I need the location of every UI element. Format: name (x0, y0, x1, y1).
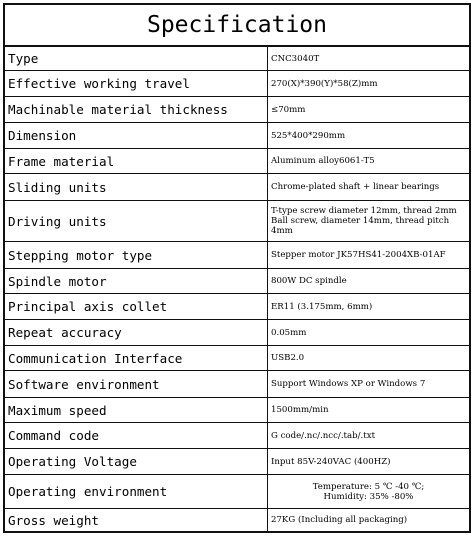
row-label: Driving units (5, 201, 268, 241)
row-value: ≤70mm (271, 104, 306, 115)
row-value: 800W DC spindle (271, 276, 347, 286)
row-value: 525*400*290mm (271, 130, 346, 141)
row-value: Stepper motor JK57HS41-2004XB-01AF (271, 250, 446, 260)
table-row (5, 123, 469, 149)
table-row (5, 149, 469, 174)
table-row (5, 398, 469, 423)
row-label: Stepping motor type (5, 242, 268, 268)
row-label: Spindle motor (5, 269, 268, 293)
table-row (5, 269, 469, 294)
table-row (5, 475, 469, 509)
row-label: Maximum speed (5, 398, 268, 422)
row-label: Sliding units (5, 174, 268, 200)
row-value: Input 85V-240VAC (400HZ) (271, 456, 391, 467)
row-label: Communication Interface (5, 346, 268, 370)
row-label: Effective working travel (5, 71, 268, 96)
row-label: Machinable material thickness (5, 97, 268, 122)
row-label: Operating environment (5, 475, 268, 508)
row-label: Type (5, 47, 268, 70)
row-value: Aluminum alloy6061-T5 (271, 156, 375, 166)
row-value: USB2.0 (271, 353, 305, 363)
row-value: ER11 (3.175mm, 6mm) (271, 301, 373, 312)
table-row (5, 294, 469, 320)
row-value: Support Windows XP or Windows 7 (271, 379, 426, 389)
row-value: 0.05mm (271, 327, 307, 338)
table-row (5, 449, 469, 475)
row-value: 1500mm/min (271, 405, 329, 415)
table-row (5, 71, 469, 97)
table-row (5, 201, 469, 242)
table-row (5, 174, 469, 201)
row-label: Principal axis collet (5, 294, 268, 319)
table-row (5, 509, 469, 531)
table-row (5, 371, 469, 398)
table-row (5, 346, 469, 371)
row-label: Frame material (5, 149, 268, 173)
row-value: Temperature: 5 ℃ -40 ℃; Humidity: 35% -80% (312, 481, 425, 502)
row-value: G code/.nc/.ncc/.tab/.txt (271, 430, 376, 441)
table-row (5, 320, 469, 346)
table-row (5, 242, 469, 269)
table-title: Specification (5, 5, 469, 47)
row-value: Chrome-plated shaft + linear bearings (271, 182, 440, 192)
table-row (5, 423, 469, 449)
row-value: CNC3040T (271, 53, 320, 64)
row-value: 27KG (Including all packaging) (271, 515, 408, 525)
row-label: Command code (5, 423, 268, 448)
row-label: Software environment (5, 371, 268, 397)
row-value: 270(X)*390(Y)*58(Z)mm (271, 78, 378, 89)
row-label: Dimension (5, 123, 268, 148)
specification-table (3, 3, 471, 533)
table-row (5, 97, 469, 123)
table-row (5, 47, 469, 71)
row-label: Operating Voltage (5, 449, 268, 474)
row-value: T-type screw diameter 12mm, thread 2mm Ball screw, diameter 14mm, thread pitch 4mm (271, 206, 457, 236)
row-label: Repeat accuracy (5, 320, 268, 345)
row-label: Gross weight (5, 509, 268, 531)
